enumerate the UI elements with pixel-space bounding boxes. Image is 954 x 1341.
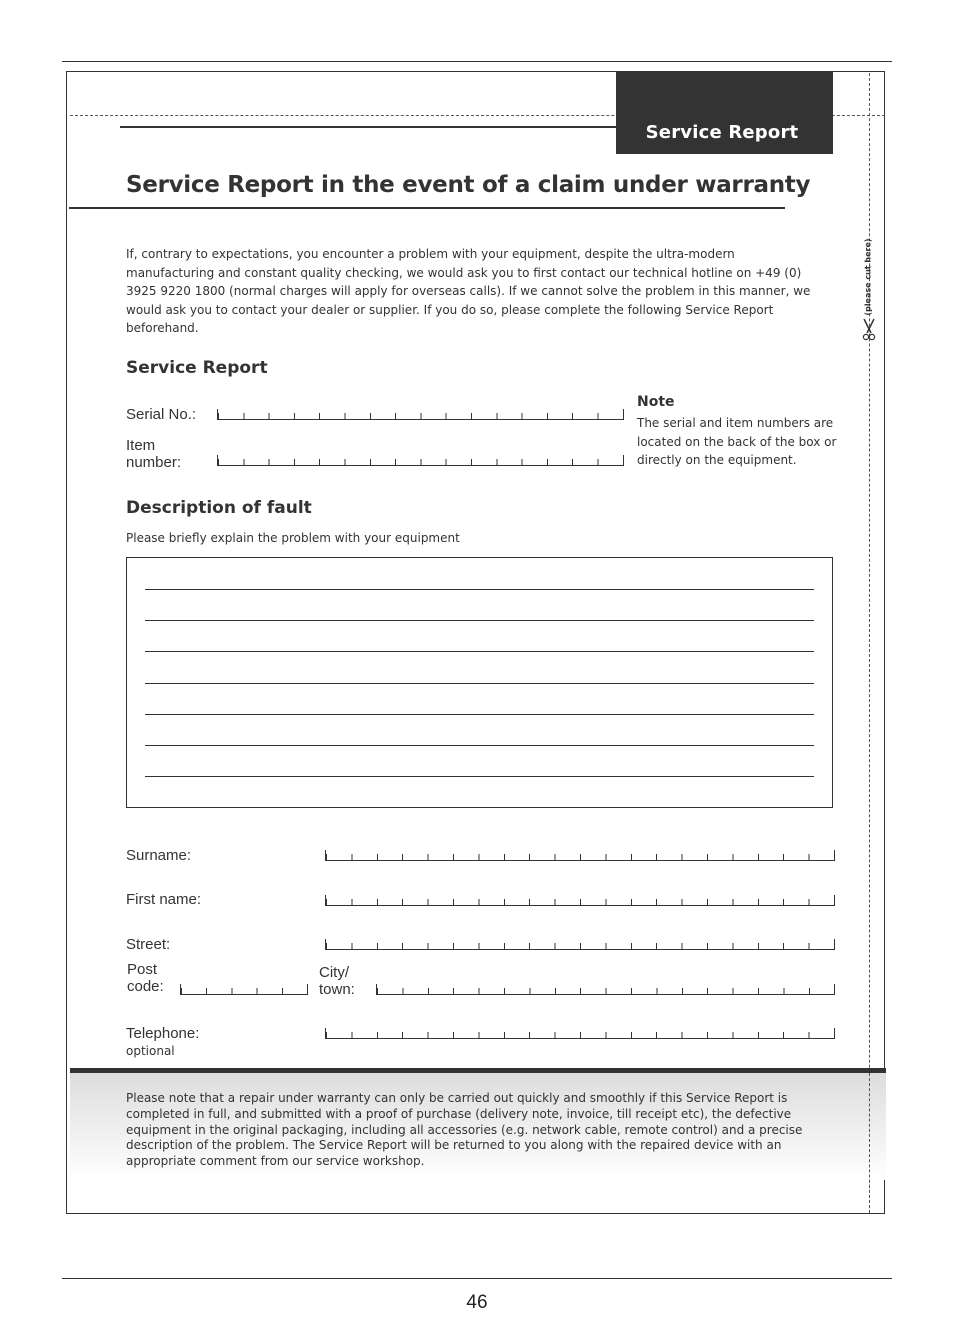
header-rule	[120, 126, 620, 128]
title-underline	[69, 207, 785, 209]
top-rule	[62, 61, 892, 62]
page-title: Service Report in the event of a claim under warranty	[126, 172, 811, 198]
cut-hint: (please cut here)	[863, 238, 873, 316]
fault-line	[145, 589, 814, 590]
telephone-field[interactable]	[325, 1028, 835, 1039]
fault-line	[145, 620, 814, 621]
serial-label: Serial No.:	[126, 406, 197, 423]
city-label: City/ town:	[319, 964, 355, 998]
post-code-label: Post code:	[127, 961, 164, 995]
street-label: Street:	[126, 936, 171, 953]
telephone-hint: optional	[126, 1044, 175, 1058]
post-code-field[interactable]	[180, 984, 308, 995]
serial-number-field[interactable]	[217, 409, 624, 420]
bottom-rule	[62, 1278, 892, 1279]
fault-line	[145, 776, 814, 777]
fault-line	[145, 683, 814, 684]
scissors-icon	[861, 318, 877, 342]
item-label: Item number:	[126, 437, 182, 471]
footer-note: Please note that a repair under warranty can only be carried out quickly and smoothly if this Service Report is completed in full, and submitted with a proof of purchase (delivery note, invoice, till receipt etc), the defective equipment in the original packaging, including all accessories (e.g. network cable, remote control) and a precise description of the problem. The Service Report will be returned to you along with the repaired device with an appropriate comment from our service workshop.	[126, 1091, 803, 1169]
note-text: The serial and item numbers are located on the back of the box or directly on the equipment.	[637, 416, 837, 467]
fault-line	[145, 745, 814, 746]
page-number: 46	[466, 1292, 488, 1313]
telephone-label: Telephone:	[126, 1025, 200, 1042]
item-number-field[interactable]	[217, 455, 624, 466]
surname-label: Surname:	[126, 847, 192, 864]
fault-line	[145, 714, 814, 715]
first-name-field[interactable]	[325, 895, 835, 906]
street-field[interactable]	[325, 939, 835, 950]
surname-field[interactable]	[325, 850, 835, 861]
note-title: Note	[637, 394, 675, 410]
fault-line	[145, 651, 814, 652]
service-report-heading: Service Report	[126, 358, 268, 378]
section-tab-label: Service Report	[645, 122, 799, 143]
intro-text: If, contrary to expectations, you encounter a problem with your equipment, despite the ultra-modern manufacturing and constant quality checking, we would ask you to first contact our technical hotline on +49 (0) 3925 9220 1800 (normal charges will apply for overseas calls). If we cannot solve the problem in this manner, we would ask you to contact your dealer or supplier. If you do so, please complete the following Service Report beforehand.	[126, 247, 811, 335]
footer-bar	[70, 1068, 886, 1073]
fault-hint: Please briefly explain the problem with your equipment	[126, 531, 460, 545]
fault-heading: Description of fault	[126, 498, 312, 518]
cut-line-right-lower	[869, 1073, 870, 1213]
first-name-label: First name:	[126, 891, 202, 908]
city-field[interactable]	[376, 984, 835, 995]
